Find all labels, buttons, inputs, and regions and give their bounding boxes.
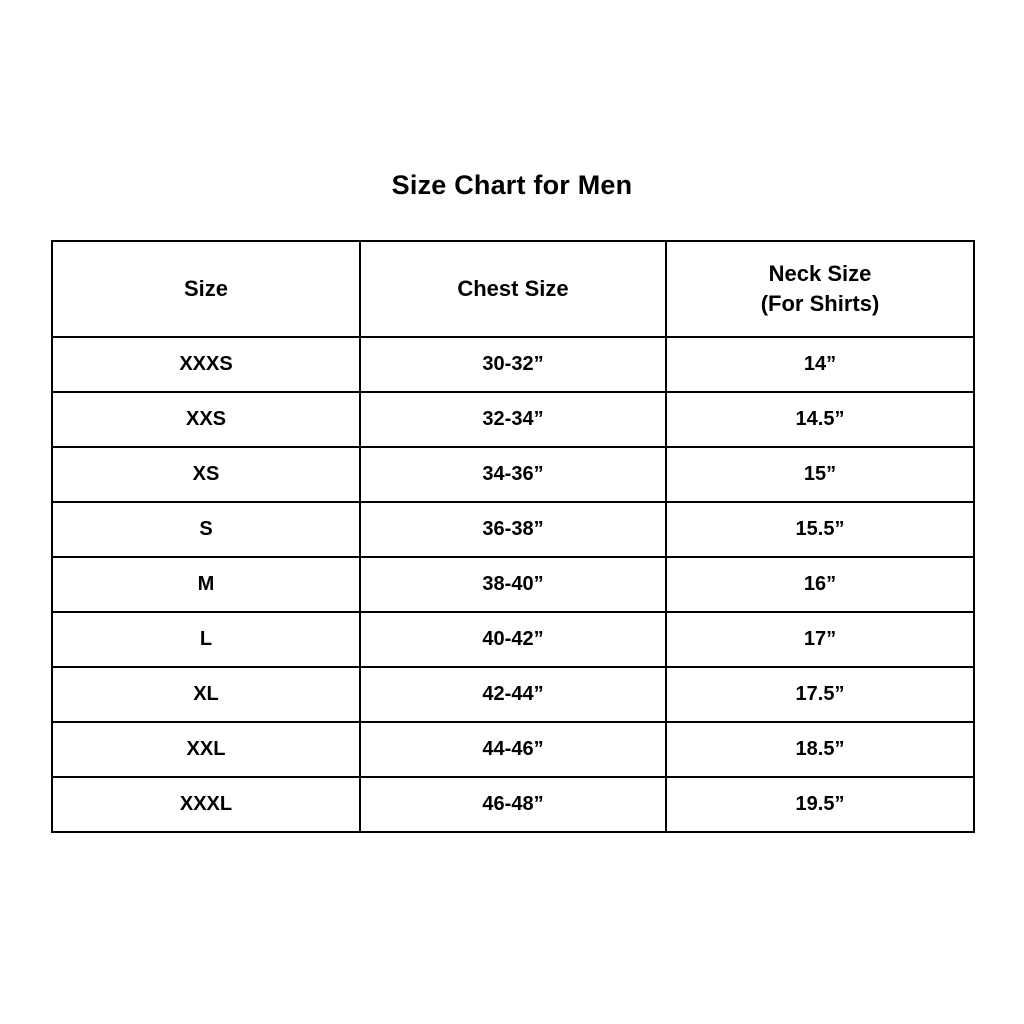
cell-size: L [52,612,360,667]
cell-size: XXS [52,392,360,447]
cell-chest: 42-44” [360,667,666,722]
column-header-size-label: Size [183,276,229,301]
table-row [52,777,974,832]
table-row [52,612,974,667]
cell-chest: 46-48” [360,777,666,832]
size-chart-table [51,240,975,833]
table-row [52,557,974,612]
cell-chest: 36-38” [360,502,666,557]
cell-neck: 15” [666,447,974,502]
cell-chest: 32-34” [360,392,666,447]
cell-chest: 44-46” [360,722,666,777]
column-header-neck-sublabel: (For Shirts) [760,291,880,316]
table-body [52,337,974,832]
column-header-size [52,241,360,337]
cell-neck: 16” [666,557,974,612]
cell-size: XXXL [52,777,360,832]
cell-size: S [52,502,360,557]
cell-neck: 17.5” [666,667,974,722]
table-row [52,337,974,392]
cell-chest: 30-32” [360,337,666,392]
cell-size: XS [52,447,360,502]
cell-neck: 14.5” [666,392,974,447]
table-row [52,447,974,502]
cell-size: XXXS [52,337,360,392]
table-row [52,392,974,447]
table-row [52,502,974,557]
cell-chest: 40-42” [360,612,666,667]
column-header-neck [666,241,974,337]
column-header-neck-label: Neck Size [768,261,872,286]
table-row [52,667,974,722]
cell-neck: 19.5” [666,777,974,832]
cell-size: M [52,557,360,612]
table-header-row [52,241,974,337]
cell-chest: 34-36” [360,447,666,502]
page-title: Size Chart for Men [391,170,633,200]
cell-neck: 17” [666,612,974,667]
cell-size: XXL [52,722,360,777]
cell-size: XL [52,667,360,722]
cell-neck: 18.5” [666,722,974,777]
cell-neck: 15.5” [666,502,974,557]
cell-neck: 14” [666,337,974,392]
column-header-chest [360,241,666,337]
column-header-chest-label: Chest Size [457,276,569,301]
table-row [52,722,974,777]
cell-chest: 38-40” [360,557,666,612]
table-header [52,241,974,337]
